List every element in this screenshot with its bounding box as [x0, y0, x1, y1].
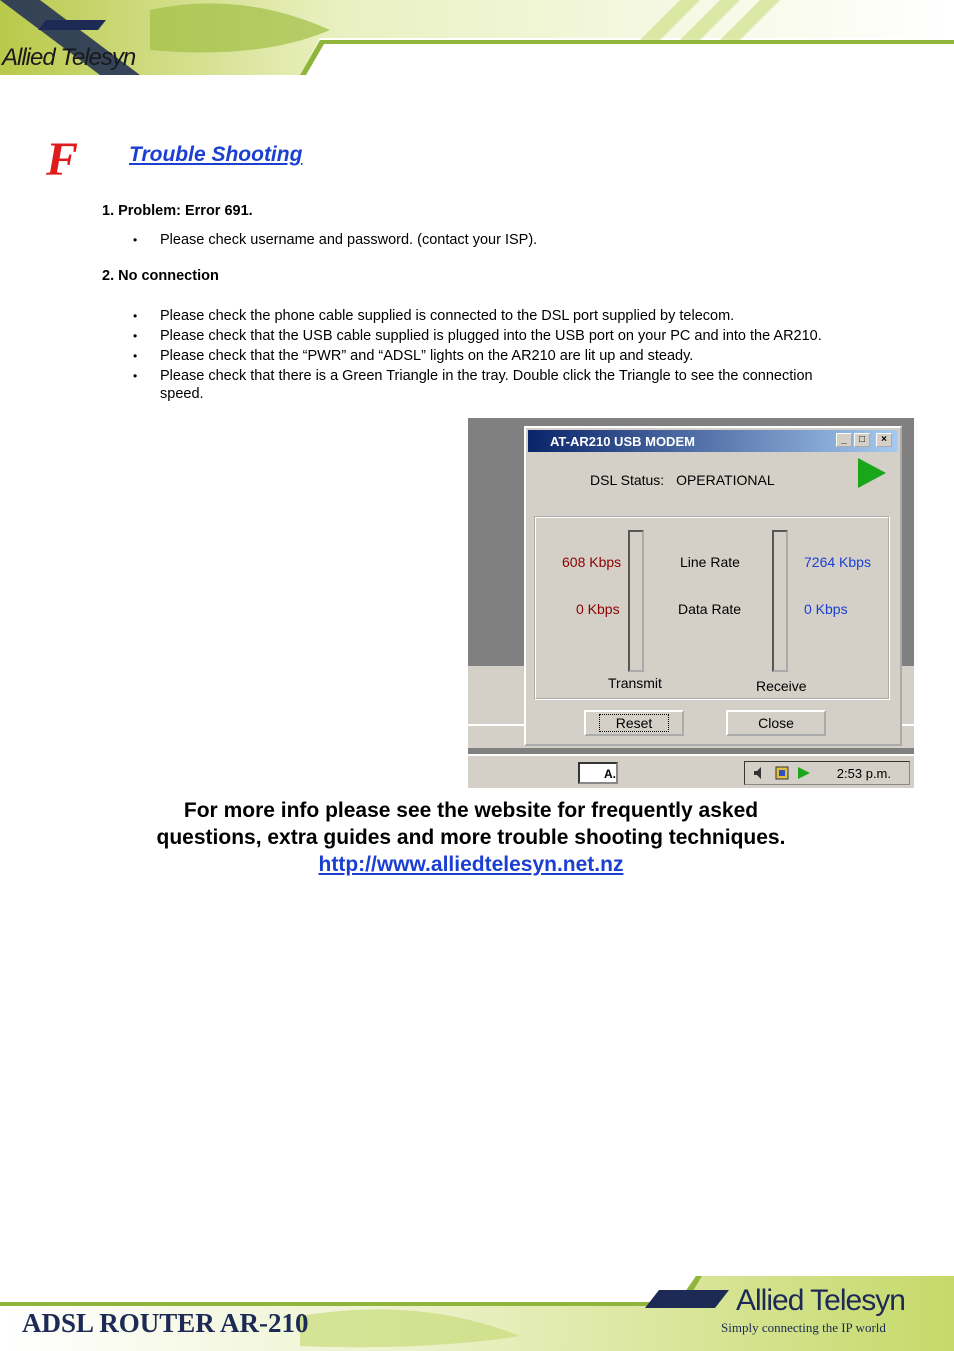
- footer-tagline: Simply connecting the IP world: [721, 1320, 886, 1335]
- receive-line-rate: 7264 Kbps: [804, 554, 871, 570]
- transmit-meter: [628, 530, 644, 672]
- taskbar: [468, 754, 914, 788]
- list-item: • Please check that the “PWR” and “ADSL” lights on the AR210 are lit up and steady.: [128, 347, 828, 365]
- tray-clock: 2:53 p.m.: [836, 766, 891, 781]
- problem-2-list: [128, 307, 828, 405]
- receive-label: Receive: [756, 678, 807, 694]
- dsl-status-value: OPERATIONAL: [676, 472, 775, 488]
- transmit-label: Transmit: [608, 675, 662, 691]
- section-title: Trouble Shooting: [129, 143, 303, 166]
- close-button[interactable]: Close: [726, 710, 826, 736]
- system-tray: [744, 761, 910, 785]
- close-icon[interactable]: ×: [876, 433, 892, 447]
- transmit-line-rate: 608 Kbps: [562, 554, 622, 570]
- taskbar-drive-button[interactable]: A.: [578, 762, 618, 784]
- list-item: • Please check that the USB cable supplied is plugged into the USB port on your PC and into the AR210.: [128, 327, 828, 345]
- modem-status-screenshot: [468, 418, 914, 788]
- list-item: • Please check the phone cable supplied is connected to the DSL port supplied by telecom.: [128, 307, 828, 325]
- brand-logo: Allied Telesyn: [2, 44, 136, 71]
- network-icon[interactable]: [775, 766, 789, 780]
- modem-status-window: [524, 426, 902, 746]
- info-line-1: For more info please see the website for frequently asked: [183, 799, 759, 822]
- green-triangle-icon[interactable]: [797, 766, 811, 780]
- product-name: ADSL ROUTER AR-210: [22, 1308, 309, 1338]
- line-rate-label: Line Rate: [680, 554, 740, 570]
- data-rate-label: Data Rate: [678, 601, 742, 617]
- maximize-icon[interactable]: □: [854, 433, 870, 447]
- leaf-banner-graphic: [0, 0, 954, 75]
- list-item: • Please check that there is a Green Triangle in the tray. Double click the Triangle to see the connection speed.: [128, 367, 828, 403]
- speaker-icon[interactable]: [753, 766, 767, 780]
- minimize-icon[interactable]: _: [836, 433, 852, 447]
- connection-play-icon[interactable]: [858, 458, 886, 488]
- footer-brand: Allied Telesyn: [736, 1284, 905, 1317]
- more-info: [100, 797, 842, 878]
- window-title: AT-AR210 USB MODEM: [550, 434, 695, 449]
- problem-2-heading: 2. No connection: [102, 268, 219, 284]
- transmit-data-rate: 0 Kbps: [576, 601, 620, 617]
- info-line-2: questions, extra guides and more trouble shooting techniques.: [156, 826, 786, 849]
- rate-group: [534, 516, 890, 700]
- problem-1-list: [128, 231, 828, 251]
- website-link[interactable]: http://www.alliedtelesyn.net.nz: [318, 853, 624, 876]
- reset-button[interactable]: [584, 710, 684, 736]
- dsl-status: [590, 472, 775, 488]
- section-letter: F: [46, 133, 79, 186]
- list-item: • Please check username and password. (contact your ISP).: [128, 231, 828, 249]
- receive-meter: [772, 530, 788, 672]
- reset-button-label: Reset: [599, 714, 670, 732]
- problem-1-heading: 1. Problem: Error 691.: [102, 203, 253, 219]
- header-banner: [0, 0, 954, 75]
- window-titlebar: [528, 430, 898, 452]
- dsl-status-label: DSL Status:: [590, 472, 665, 488]
- receive-data-rate: 0 Kbps: [804, 601, 848, 617]
